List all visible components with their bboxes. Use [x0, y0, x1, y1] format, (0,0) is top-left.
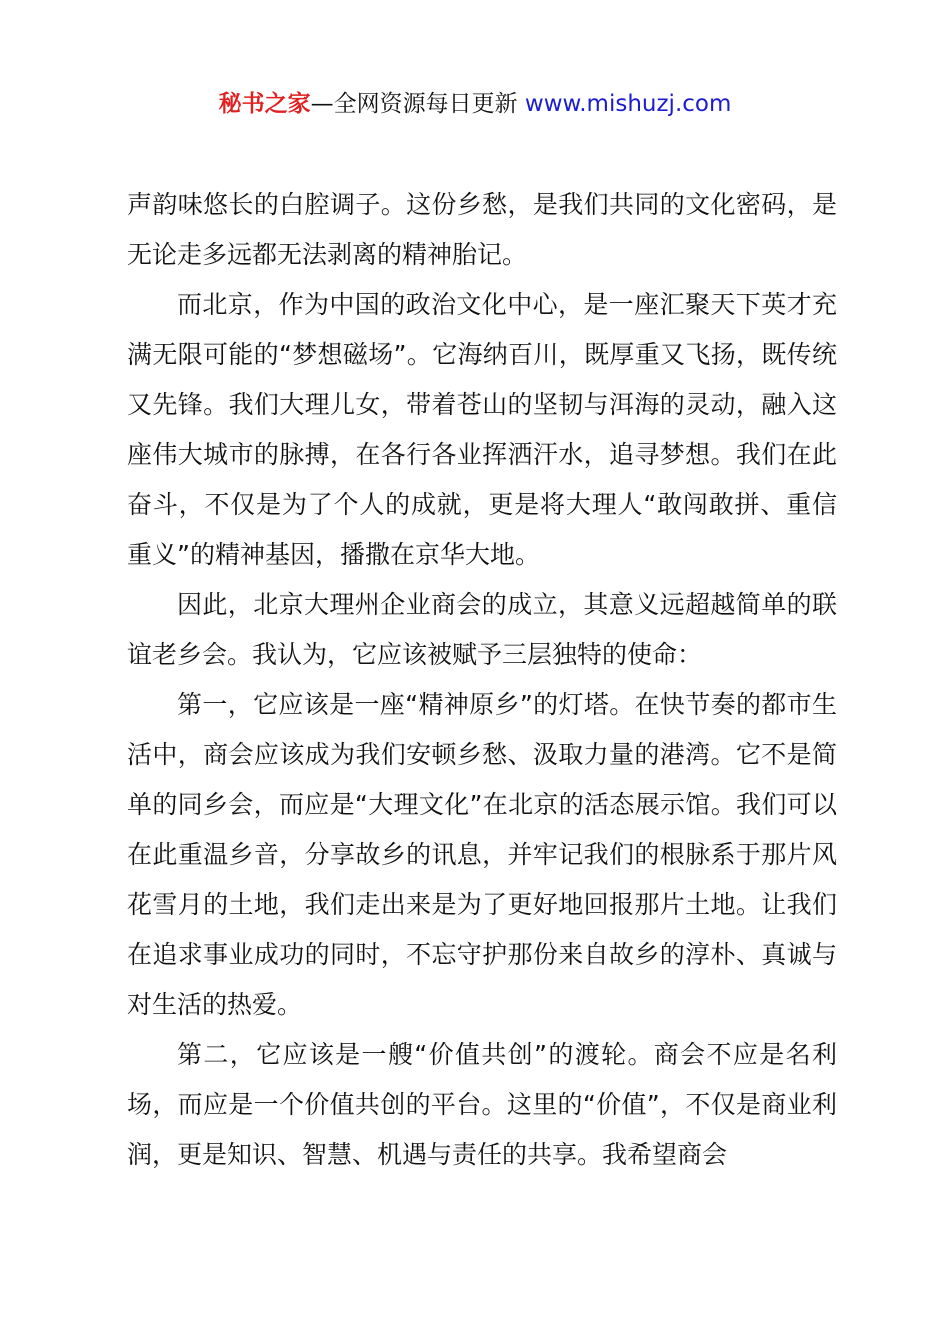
paragraph-text: 它应该是一艘“价值共创”的渡轮。商会不应是名利场，而应是一个价值共创的平台。这里的“价值”，不仅是商业利润，更是知识、智慧、机遇与责任的共享。我希望商会	[127, 1040, 837, 1169]
paragraph-text: 因此，北京大理州企业商会的成立，其意义远超越简单的联谊老乡会。我认为，它应该被赋予三层独特的使命：	[127, 590, 837, 669]
paragraph-mission-two	[127, 1030, 837, 1180]
paragraph-lead: 第二，	[177, 1040, 257, 1069]
document-body	[127, 180, 837, 1180]
header-tagline: —全网资源每日更新	[310, 91, 525, 117]
header-brand: 秘书之家	[218, 91, 311, 117]
page-header	[0, 86, 950, 122]
paragraph-mission-one	[127, 680, 837, 1030]
paragraph-text: 而北京，作为中国的政治文化中心，是一座汇聚天下英才充满无限可能的“梦想磁场”。它海纳百川，既厚重又飞扬，既传统又先锋。我们大理儿女，带着苍山的坚韧与洱海的灵动，融入这座伟大城市的脉搏，在各行各业挥洒汗水，追寻梦想。我们在此奋斗，不仅是为了个人的成就，更是将大理人“敢闯敢拼、重信重义”的精神基因，播撒在京华大地。	[127, 290, 837, 569]
paragraph-text: 它应该是一座“精神原乡”的灯塔。在快节奏的都市生活中，商会应该成为我们安顿乡愁、汲取力量的港湾。它不是简单的同乡会，而应是“大理文化”在北京的活态展示馆。我们可以在此重温乡音，分享故乡的讯息，并牢记我们的根脉系于那片风花雪月的土地，我们走出来是为了更好地回报那片土地。让我们在追求事业成功的同时，不忘守护那份来自故乡的淳朴、真诚与对生活的热爱。	[127, 690, 837, 1019]
paragraph-continued	[127, 180, 837, 280]
header-url-link[interactable]: www.mishuzj.com	[524, 91, 732, 117]
paragraph	[127, 280, 837, 580]
paragraph-text: 声韵味悠长的白腔调子。这份乡愁，是我们共同的文化密码，是无论走多远都无法剥离的精神胎记。	[127, 190, 837, 269]
paragraph	[127, 580, 837, 680]
paragraph-lead: 第一，	[177, 690, 254, 719]
